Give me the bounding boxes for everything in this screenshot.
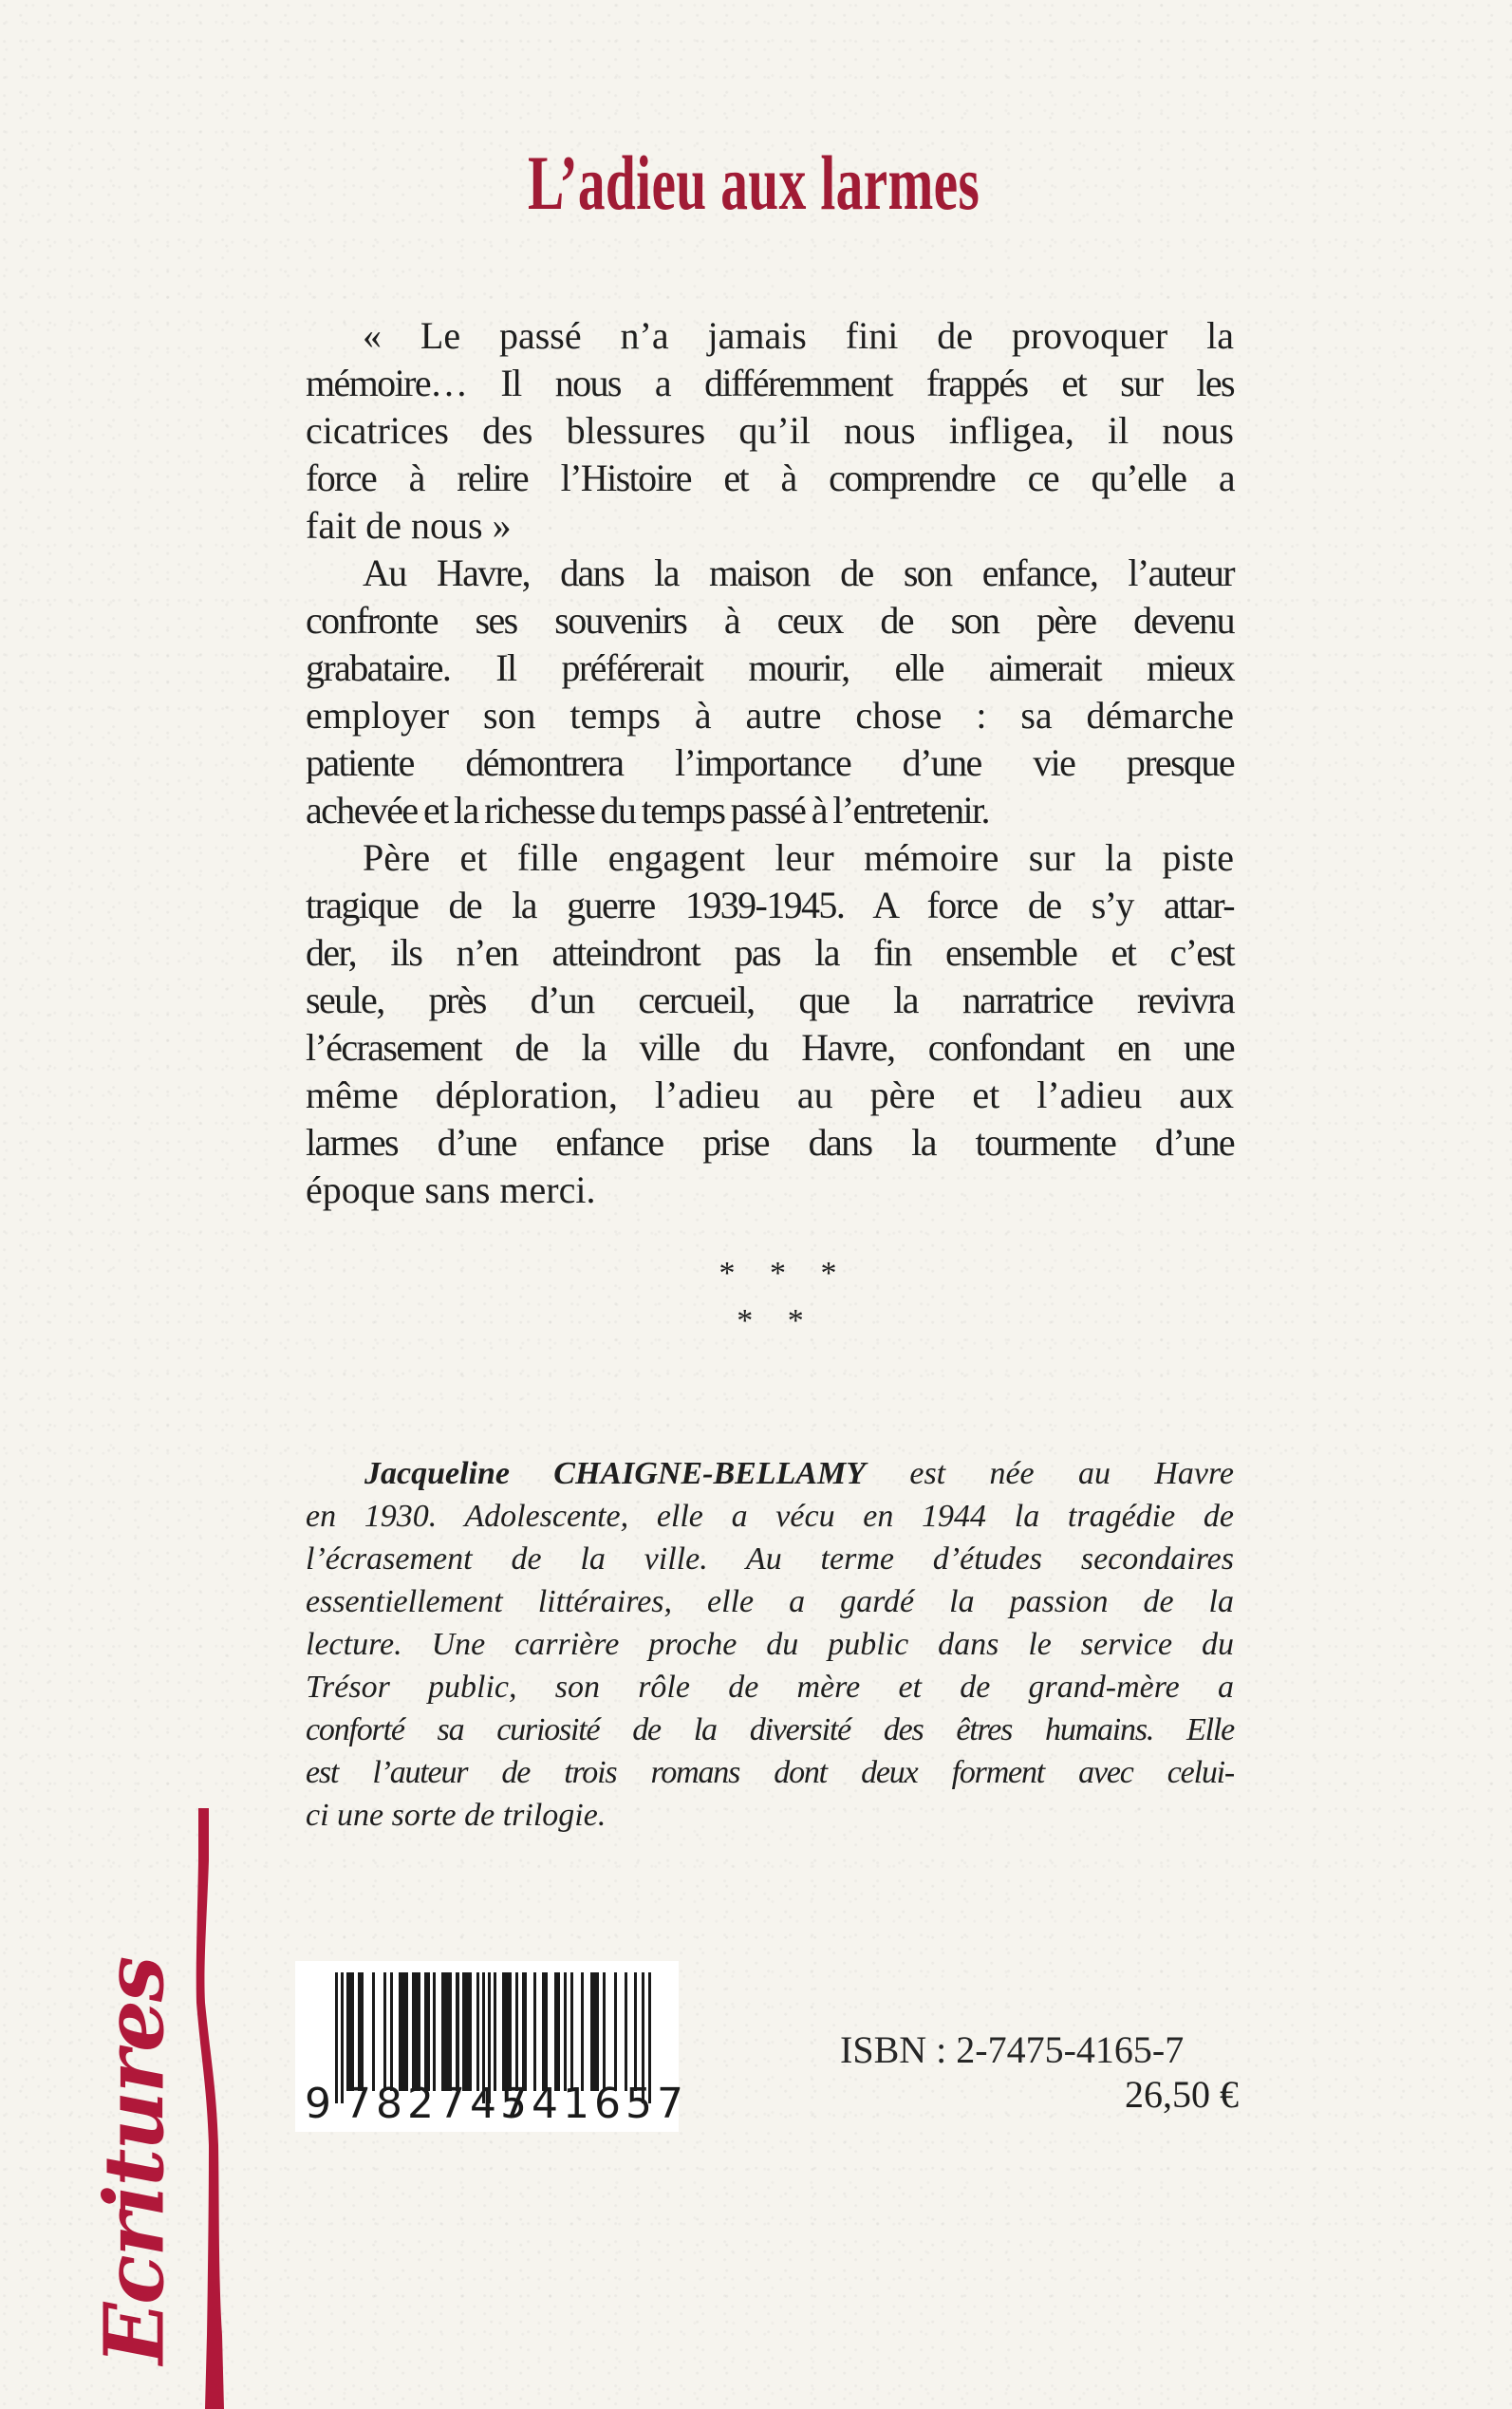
barcode-right-group: 541657 — [500, 2080, 688, 2128]
bio-line: lecture. Une carrière proche du public dans le service du — [306, 1627, 1234, 1662]
barcode-left-group: 782747 — [345, 2080, 532, 2128]
bio-line: est l’auteur de trois romans dont deux forment avec celui- — [306, 1755, 1234, 1790]
blurb-line: force à relire l’Histoire et à comprendre ce qu’elle a — [306, 457, 1234, 499]
isbn-barcode — [295, 1961, 688, 2132]
blurb-line: l’écrasement de la ville du Havre, confondant en une — [306, 1026, 1234, 1069]
blurb-line: grabataire. Il préférerait mourir, elle aimerait mieux — [306, 646, 1234, 689]
isbn-number: ISBN : 2-7475-4165-7 — [840, 2028, 1185, 2071]
collection-name: Ecritures — [86, 1957, 183, 2365]
blurb-line: der, ils n’en atteindront pas la fin ensemble et c’est — [306, 931, 1234, 974]
barcode-digits — [295, 2080, 688, 2128]
bio-line — [306, 1452, 1234, 1495]
blurb-line: Père et fille engagent leur mémoire sur la piste — [363, 836, 1234, 879]
barcode-first-digit: 9 — [305, 2080, 331, 2128]
blurb-line: mémoire… Il nous a différemment frappés et sur les — [306, 362, 1234, 404]
blurb-line: larmes d’une enfance prise dans la tourmente d’une — [306, 1121, 1234, 1164]
publisher-collection-logo — [86, 1946, 183, 2378]
blurb-line: tragique de la guerre 1939-1945. A force de s’y attar- — [306, 884, 1234, 926]
blurb-line: même déploration, l’adieu au père et l’adieu aux — [306, 1074, 1234, 1116]
blurb-line: Au Havre, dans la maison de son enfance, l’auteur — [363, 551, 1234, 594]
bio-line: essentiellement littéraires, elle a gardé la passion de la — [306, 1584, 1234, 1619]
blurb-line: cicatrices des blessures qu’il nous infligea, il nous — [306, 409, 1234, 452]
blurb-line: patiente démontrera l’importance d’une vie presque — [306, 741, 1234, 784]
bio-line: l’écrasement de la ville. Au terme d’études secondaires — [306, 1541, 1234, 1577]
bio-text: est née au Havre — [866, 1456, 1234, 1491]
blurb-line: « Le passé n’a jamais fini de provoquer la — [363, 314, 1234, 357]
blurb-line: seule, près d’un cercueil, que la narratrice revivra — [306, 979, 1234, 1021]
blurb-line: achevée et la richesse du temps passé à l’entretenir. — [306, 789, 989, 831]
book-price: 26,50 € — [1125, 2073, 1239, 2116]
bio-line: en 1930. Adolescente, elle a vécu en 1944 la tragédie de — [306, 1499, 1234, 1534]
publisher-decorative-line-icon — [180, 1803, 247, 2409]
section-separator-asterisks: * * — [737, 1303, 817, 1338]
book-title: L’adieu aux larmes — [528, 140, 980, 226]
blurb-line: fait de nous » — [306, 504, 512, 547]
author-bio — [306, 1452, 1234, 1837]
blurb-line: confronte ses souvenirs à ceux de son père devenu — [306, 599, 1234, 642]
blurb-line: époque sans merci. — [306, 1168, 596, 1211]
bio-line: Trésor public, son rôle de mère et de grand-mère a — [306, 1670, 1234, 1705]
back-cover-blurb — [306, 312, 1234, 1214]
bio-line: conforté sa curiosité de la diversité des êtres humains. Elle — [306, 1712, 1234, 1747]
section-separator-asterisks: * * * — [719, 1256, 850, 1291]
blurb-line: employer son temps à autre chose : sa démarche — [306, 694, 1234, 737]
bio-line: ci une sorte de trilogie. — [306, 1798, 607, 1833]
author-name: Jacqueline CHAIGNE-BELLAMY — [364, 1456, 867, 1491]
